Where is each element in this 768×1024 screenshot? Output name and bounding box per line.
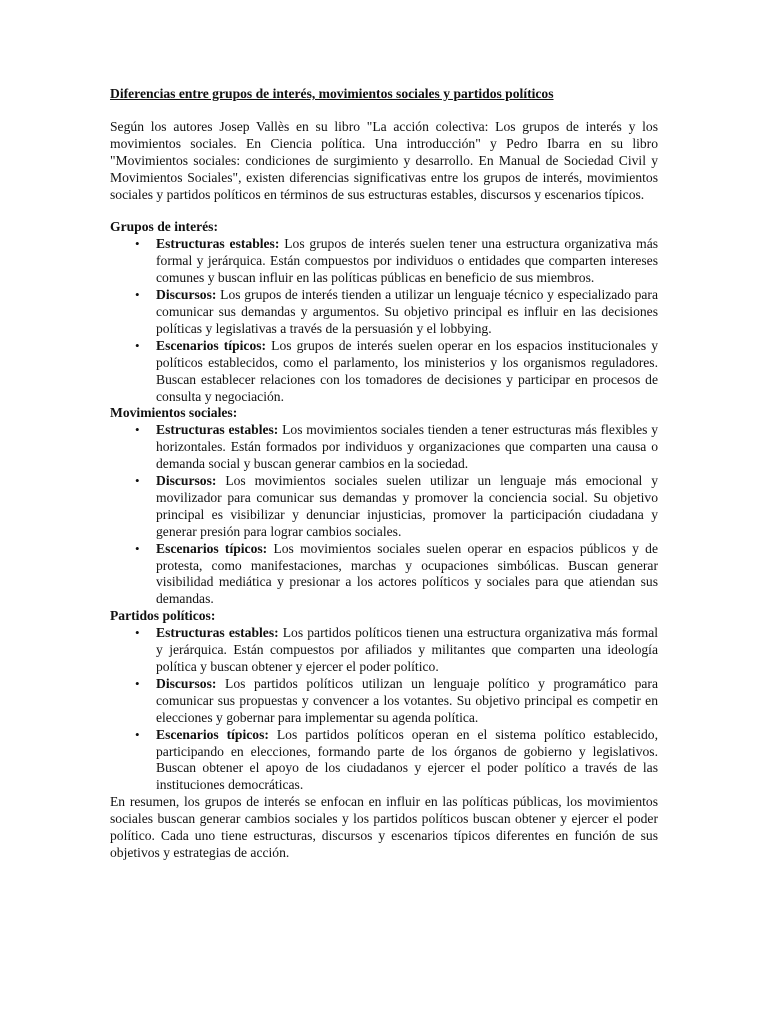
section-partidos-politicos [110,608,658,794]
bullet-icon: • [135,236,140,252]
list-item [135,625,659,676]
section-heading: Movimientos sociales: [110,405,238,421]
item-term: Discursos: [156,675,217,691]
conclusion-paragraph: En resumen, los grupos de interés se enfocan en influir en las políticas públicas, los movimientos sociales buscan generar cambios sociales y los partidos políticos buscan obtener y ejercer el poder político. Cada uno tiene estructuras, discursos y escenarios típicos diferentes en función de sus objetivos y estrategias de acción. [110,794,658,860]
item-term: Escenarios típicos: [156,726,269,742]
bullet-list [110,625,658,794]
bullet-icon: • [135,675,140,691]
bullet-icon: • [135,337,140,353]
list-item [135,422,658,473]
section-heading: Grupos de interés: [110,219,218,235]
item-term: Escenarios típicos: [156,540,268,556]
item-text: Los grupos de interés tienden a utilizar un lenguaje técnico y especializado para comunicar sus demandas y argumentos. Su objetivo principal es influir en las decisiones políticas y legislativas a través de la persuasión y el lobbying. [156,287,658,336]
item-term: Estructuras estables: [156,422,279,438]
section-movimientos-sociales [110,405,658,608]
document-title: Diferencias entre grupos de interés, movimientos sociales y partidos políticos [110,86,554,101]
item-term: Escenarios típicos: [156,337,267,353]
item-term: Estructuras estables: [156,625,279,641]
list-item [135,540,658,609]
bullet-list [110,236,658,405]
bullet-icon: • [135,473,140,489]
item-text: Los partidos políticos utilizan un lenguaje político y programático para comunicar sus propuestas y convencer a los votantes. Su objetivo principal es competir en elecciones y gobernar para implementar su agenda política. [156,675,658,725]
item-text: Los grupos de interés suelen operar en los espacios institucionales y políticos establecidos, como el parlamento, los ministerios y los organismos reguladores. Buscan establecer relaciones con los tomadores de decisiones y participar en procesos de consulta y negociación. [156,337,658,404]
section-heading: Partidos políticos: [110,608,216,624]
list-item [135,287,658,338]
bullet-icon: • [135,625,140,641]
section-grupos-de-interes [110,219,658,405]
item-text: Los movimientos sociales suelen operar en espacios públicos y de protesta, como manifestaciones, marchas y ocupaciones simbólicas. Buscan generar visibilidad mediática y presionar a los actores políticos y sociales para que atiendan sus demandas. [156,540,658,607]
list-item [135,675,658,727]
bullet-icon: • [135,540,140,556]
bullet-icon: • [135,287,140,303]
item-text: Los partidos políticos tienen una estructura organizativa más formal y jerárquica. Están compuestos por afiliados y militantes que comparten una ideología política y buscan obtener y ejercer el poder político. [156,625,659,674]
list-item [135,473,658,541]
item-text: Los movimientos sociales suelen utilizar un lenguaje más emocional y movilizador para comunicar sus demandas y promover la conciencia social. Su objetivo principal es visibilizar y denunciar injusticias, promover la participación ciudadana y generar presión para lograr cambios sociales. [156,473,658,539]
list-item [135,726,658,795]
item-term: Discursos: [156,473,217,489]
intro-paragraph: Según los autores Josep Vallès en su libro "La acción colectiva: Los grupos de interés y los movimientos sociales. En Ciencia política. Una introducción" y Pedro Ibarra en su libro "Movimientos sociales: condiciones de surgimiento y desarrollo. En Manual de Sociedad Civil y Movimientos Sociales", existen diferencias significativas entre los grupos de interés, movimientos sociales y partidos políticos en términos de sus estructuras estables, discursos y escenarios típicos. [110,118,658,202]
list-item [135,236,659,287]
list-item [135,337,658,406]
item-text: Los movimientos sociales tienden a tener estructuras más flexibles y horizontales. Están formados por individuos y organizaciones que comparten una causa o demanda social y buscan generar cambios en la sociedad. [156,422,658,472]
bullet-icon: • [135,726,140,742]
bullet-list [110,422,658,608]
item-text: Los grupos de interés suelen tener una estructura organizativa más formal y jerárquica. Están compuestos por individuos o entidades que comparten intereses comunes y buscan influir en las políticas públicas en beneficio de sus miembros. [156,236,659,286]
item-term: Discursos: [156,287,217,303]
item-term: Estructuras estables: [156,236,280,252]
document-page [110,86,658,862]
bullet-icon: • [135,422,140,438]
item-text: Los partidos políticos operan en el sistema político establecido, participando en elecciones, formando parte de los órganos de gobierno y legislativos. Buscan obtener el apoyo de los ciudadanos y ejercer el poder político a través de las instituciones democráticas. [156,726,658,793]
